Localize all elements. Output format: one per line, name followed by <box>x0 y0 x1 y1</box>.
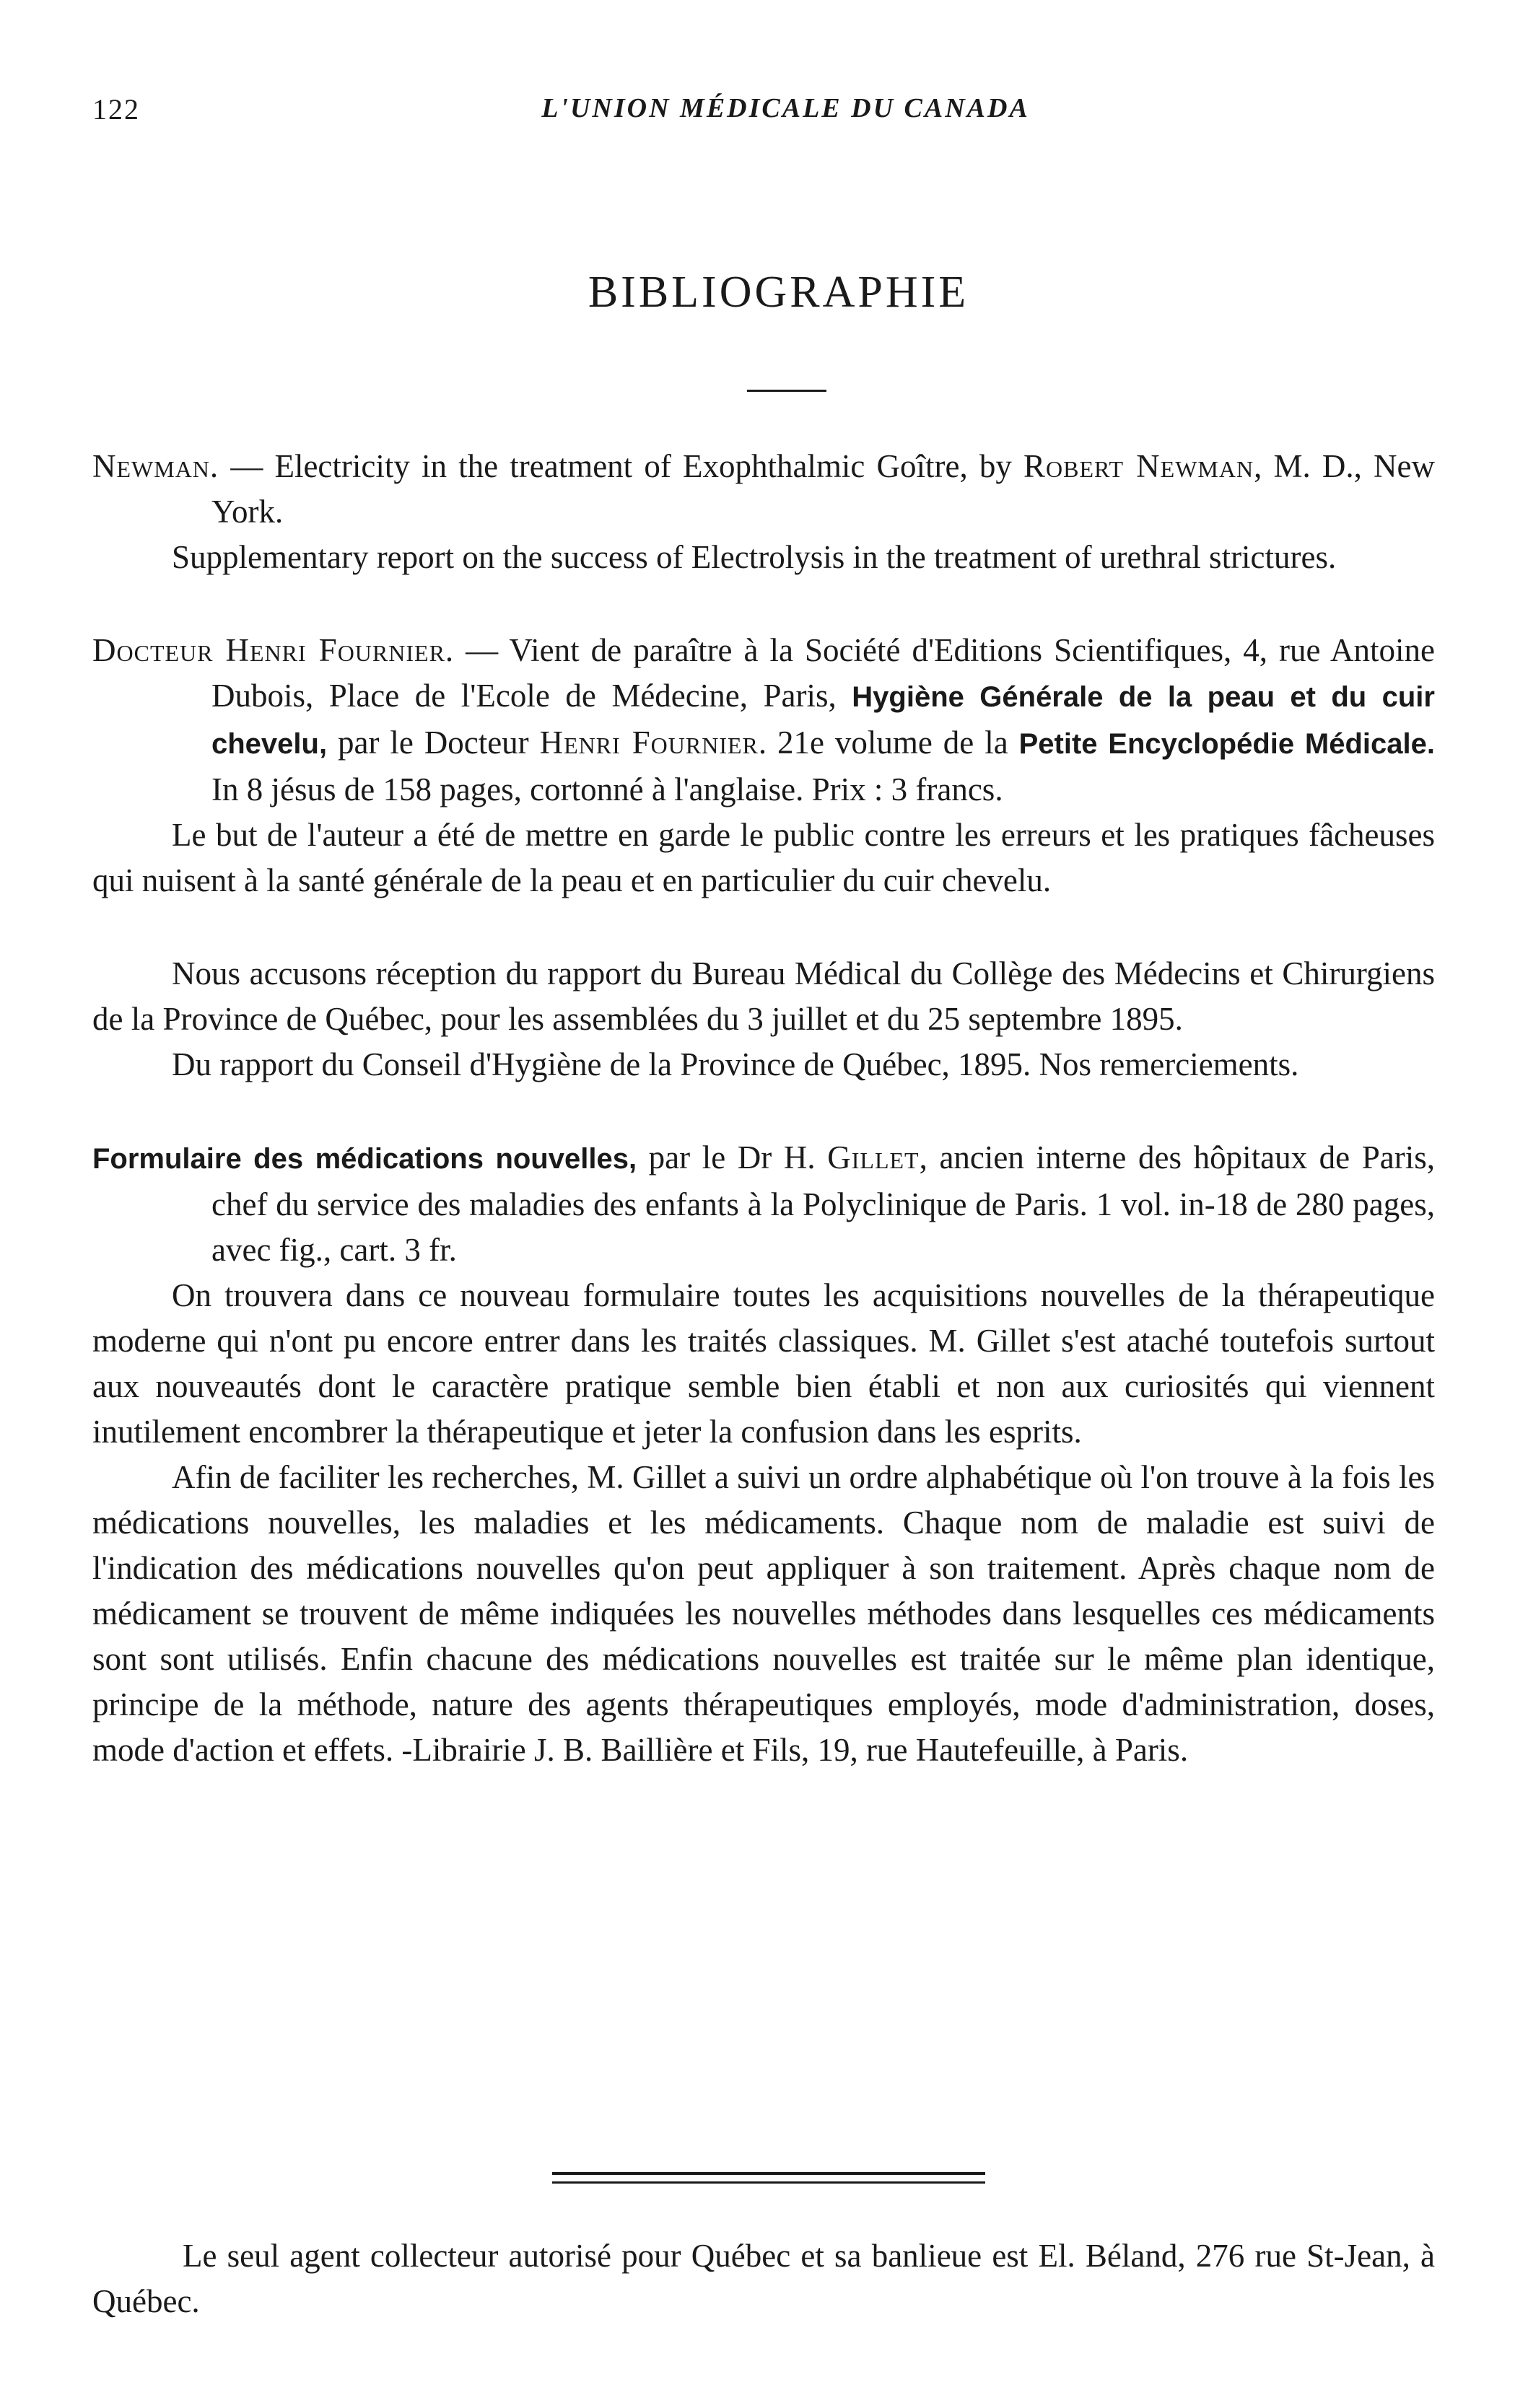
entry-paragraph: On trouvera dans ce nouveau formulaire toutes les acquisitions nouvelles de la thérapeutique moderne qui n'ont pu encore entrer dans les traités classiques. M. Gillet s'est ataché toutefois surtout aux nouveautés dont le caractère pratique semble bien établi et non aux curiosités qui viennent inutilement encombrer la thérapeutique et jeter la confusion dans les esprits. <box>92 1277 1435 1450</box>
entry-paragraph: Nous accusons réception du rapport du Bureau Médical du Collège des Médecins et Chirurgiens de la Province de Québec, pour les assemblées du 3 juillet et du 25 septembre 1895. <box>92 955 1435 1037</box>
entry-heading-tail: , M. D., New York. <box>211 448 1436 530</box>
bibliography-entry-newman <box>92 444 1435 580</box>
bibliography-content <box>92 444 1435 1821</box>
section-title: BIBLIOGRAPHIE <box>588 268 969 317</box>
entry-heading <box>92 628 1435 813</box>
entry-author-name: Robert Newman <box>1023 448 1254 484</box>
entry-book-title: Formulaire des médications nouvelles, <box>92 1143 637 1175</box>
entry-heading-text: par le Dr H. <box>637 1139 828 1175</box>
entry-author-label: Docteur Henri Fournier. <box>92 632 455 668</box>
footer-divider <box>552 2172 985 2184</box>
journal-title: L'UNION MÉDICALE DU CANADA <box>541 93 1030 123</box>
entry-heading-text: — Vient de paraître à la Société d'Editions Scientifiques, 4, rue Antoine Dubois, Place de l'Ecole de Médecine, Paris, <box>211 632 1436 714</box>
bibliography-entry-acknowledgements <box>92 951 1435 1087</box>
page-number: 122 <box>92 93 140 126</box>
entry-heading-tail: , ancien interne des hôpitaux de Paris, chef du service des maladies des enfants à la Polyclinique de Paris. 1 vol. in-18 de 280 pages, avec fig., cart. 3 fr. <box>211 1139 1435 1268</box>
entry-book-title: Hygiène Générale de la peau et du cuir chevelu, <box>211 681 1435 760</box>
entry-heading <box>92 1135 1435 1273</box>
bibliography-entry-fournier <box>92 628 1435 903</box>
entry-paragraph: Du rapport du Conseil d'Hygiène de la Province de Québec, 1895. Nos remerciements. <box>172 1046 1299 1082</box>
entry-series-title: Petite Encyclopédie Médicale. <box>1018 728 1435 760</box>
entry-paragraph: Le but de l'auteur a été de mettre en garde le public contre les erreurs et les pratiques fâcheuses qui nuisent à la santé générale de la peau et en particulier du cuir chevelu. <box>92 817 1435 898</box>
entry-author-label: Newman. <box>92 448 219 484</box>
entry-paragraph: Afin de faciliter les recherches, M. Gillet a suivi un ordre alphabétique où l'on trouve à la fois les médications nouvelles, les maladies et les médicaments. Chaque nom de maladie est suivi de l'indication des médications nouvelles qu'on peut appliquer à son traitement. Après chaque nom de médicament se trouvent de même indiquées les nouvelles méthodes dans lesquelles ces médicaments sont sont utilisés. Enfin chacune des médications nouvelles est traitée sur le même plan identique, principe de la méthode, nature des agents thérapeutiques employés, mode d'administration, doses, mode d'action et effets. -Librairie J. B. Baillière et Fils, 19, rue Hautefeuille, à Paris. <box>92 1459 1435 1768</box>
footer-note-text: Le seul agent collecteur autorisé pour Québec et sa banlieue est El. Béland, 276 rue St-Jean, à Québec. <box>92 2238 1435 2319</box>
entry-paragraph: Supplementary report on the success of Electrolysis in the treatment of urethral strictures. <box>172 539 1337 575</box>
entry-heading <box>92 444 1435 535</box>
running-head <box>92 92 1436 136</box>
title-divider <box>747 390 826 392</box>
entry-heading-mid: par le Docteur <box>327 724 540 761</box>
entry-author-name: Gillet <box>827 1139 920 1175</box>
bibliography-entry-formulaire <box>92 1135 1435 1773</box>
entry-author-name: Henri Fournier <box>539 724 759 761</box>
entry-heading-text: — Electricity in the treatment of Exophthalmic Goître, by <box>219 448 1024 484</box>
entry-heading-tail: In 8 jésus de 158 pages, cortonné à l'anglaise. Prix : 3 francs. <box>211 771 1003 807</box>
footer-note <box>92 2233 1435 2324</box>
entry-heading-mid2: . 21e volume de la <box>758 724 1019 761</box>
